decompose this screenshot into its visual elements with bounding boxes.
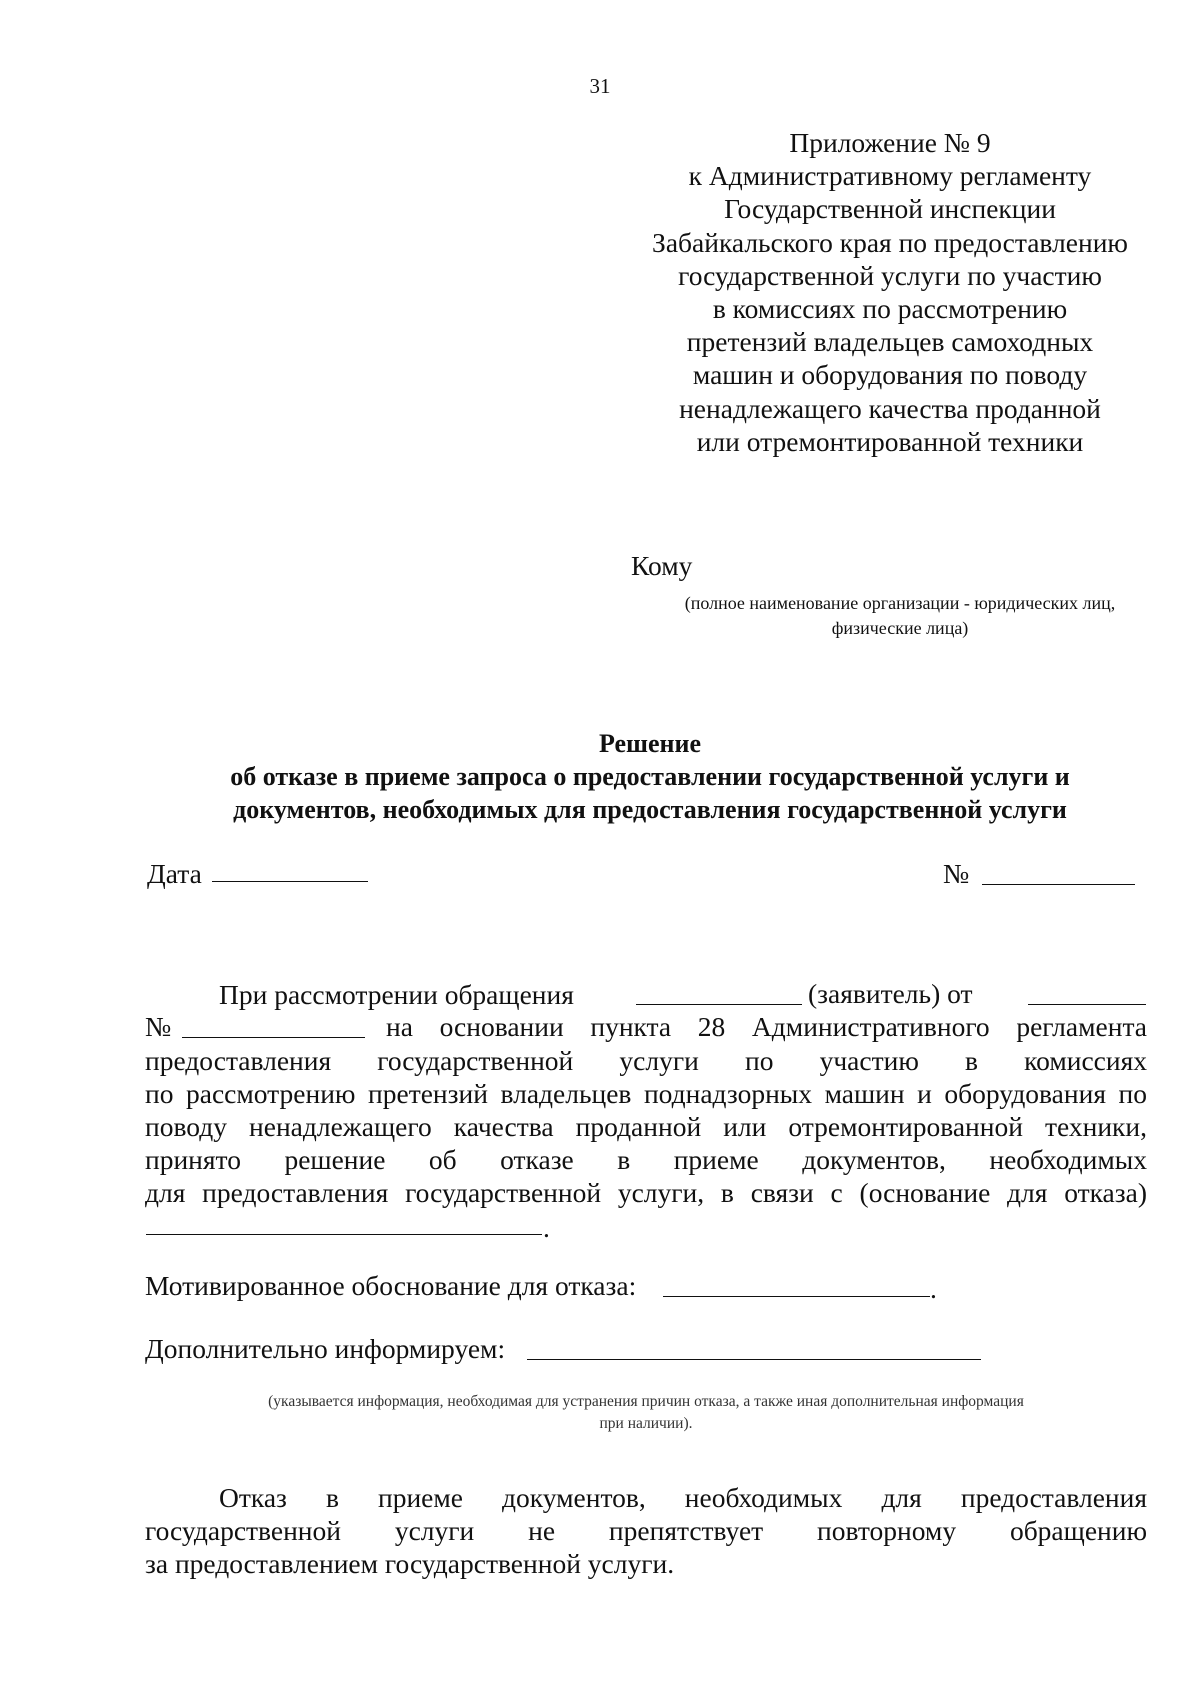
title-line: Решение bbox=[598, 729, 702, 758]
body-line: государственной услуги не препятствует повторному обращению bbox=[145, 1515, 1147, 1546]
number-label: № bbox=[943, 858, 970, 889]
body-line: принято решение об отказе в приеме документов, необходимых bbox=[145, 1144, 1147, 1175]
recipient-hint-line: физические лица) bbox=[831, 618, 969, 638]
appendix-line: претензий владельцев самоходных bbox=[686, 326, 1094, 358]
body-line: Отказ в приеме документов, необходимых для предоставления bbox=[219, 1482, 1147, 1513]
appendix-header bbox=[630, 126, 1150, 458]
document-title bbox=[0, 727, 1200, 826]
body-line: на основании пункта 28 Административного регламента bbox=[386, 1011, 1147, 1042]
appendix-line: машин и оборудования по поводу bbox=[692, 359, 1088, 391]
appendix-line: или отремонтированной техники bbox=[696, 425, 1084, 457]
date-label: Дата bbox=[147, 858, 202, 889]
recipient-hint-line: (полное наименование организации - юридических лиц, bbox=[684, 593, 1116, 613]
motivation-label: Мотивированное обоснование для отказа: bbox=[145, 1270, 637, 1301]
body-line: за предоставлением государственной услуги. bbox=[145, 1548, 675, 1579]
additional-info-note bbox=[145, 1391, 1147, 1435]
recipient-label: Кому bbox=[631, 550, 693, 581]
appendix-line: государственной услуги по участию bbox=[678, 259, 1102, 291]
body-line: поводу ненадлежащего качества проданной или отремонтированной техники, bbox=[145, 1111, 1147, 1142]
number-sign: № bbox=[145, 1011, 172, 1042]
body-line: предоставления государственной услуги по участию в комиссиях bbox=[145, 1045, 1147, 1076]
page-number: 31 bbox=[589, 74, 611, 98]
request-number-field-line[interactable] bbox=[182, 1037, 365, 1038]
appendix-line: Забайкальского края по предоставлению bbox=[652, 226, 1128, 258]
recipient-hint bbox=[640, 591, 1160, 641]
from-date-field-line[interactable] bbox=[1028, 1004, 1146, 1005]
number-field-line[interactable] bbox=[982, 884, 1135, 885]
appendix-line: в комиссиях по рассмотрению bbox=[712, 293, 1068, 325]
title-line: документов, необходимых для предоставления государственной услуги bbox=[233, 795, 1067, 824]
body-text: При рассмотрении обращения bbox=[219, 979, 574, 1010]
additional-info-field-line[interactable] bbox=[527, 1359, 981, 1360]
body-text: . bbox=[543, 1212, 550, 1243]
body-text: . bbox=[930, 1273, 937, 1304]
refusal-reason-field-line[interactable] bbox=[146, 1234, 542, 1235]
note-line: (указывается информация, необходимая для устранения причин отказа, а также иная дополнительная информация bbox=[268, 1393, 1024, 1410]
appendix-line: ненадлежащего качества проданной bbox=[679, 392, 1101, 424]
appendix-line: к Административному регламенту bbox=[688, 160, 1092, 192]
body-paragraph-final bbox=[145, 1481, 1147, 1580]
motivation-field-line[interactable] bbox=[663, 1296, 930, 1297]
title-line: об отказе в приеме запроса о предоставлении государственной услуги и bbox=[230, 762, 1070, 791]
applicant-field-line[interactable] bbox=[636, 1004, 802, 1005]
body-text: (заявитель) от bbox=[808, 978, 973, 1009]
additional-info-label: Дополнительно информируем: bbox=[145, 1333, 506, 1364]
appendix-line: Государственной инспекции bbox=[724, 193, 1056, 225]
body-line: для предоставления государственной услуги, в связи с (основание для отказа) bbox=[145, 1177, 1147, 1208]
body-line: по рассмотрению претензий владельцев поднадзорных машин и оборудования по bbox=[145, 1078, 1147, 1109]
note-line: при наличии). bbox=[599, 1415, 693, 1432]
appendix-line: Приложение № 9 bbox=[789, 127, 991, 158]
date-field-line[interactable] bbox=[212, 881, 368, 882]
